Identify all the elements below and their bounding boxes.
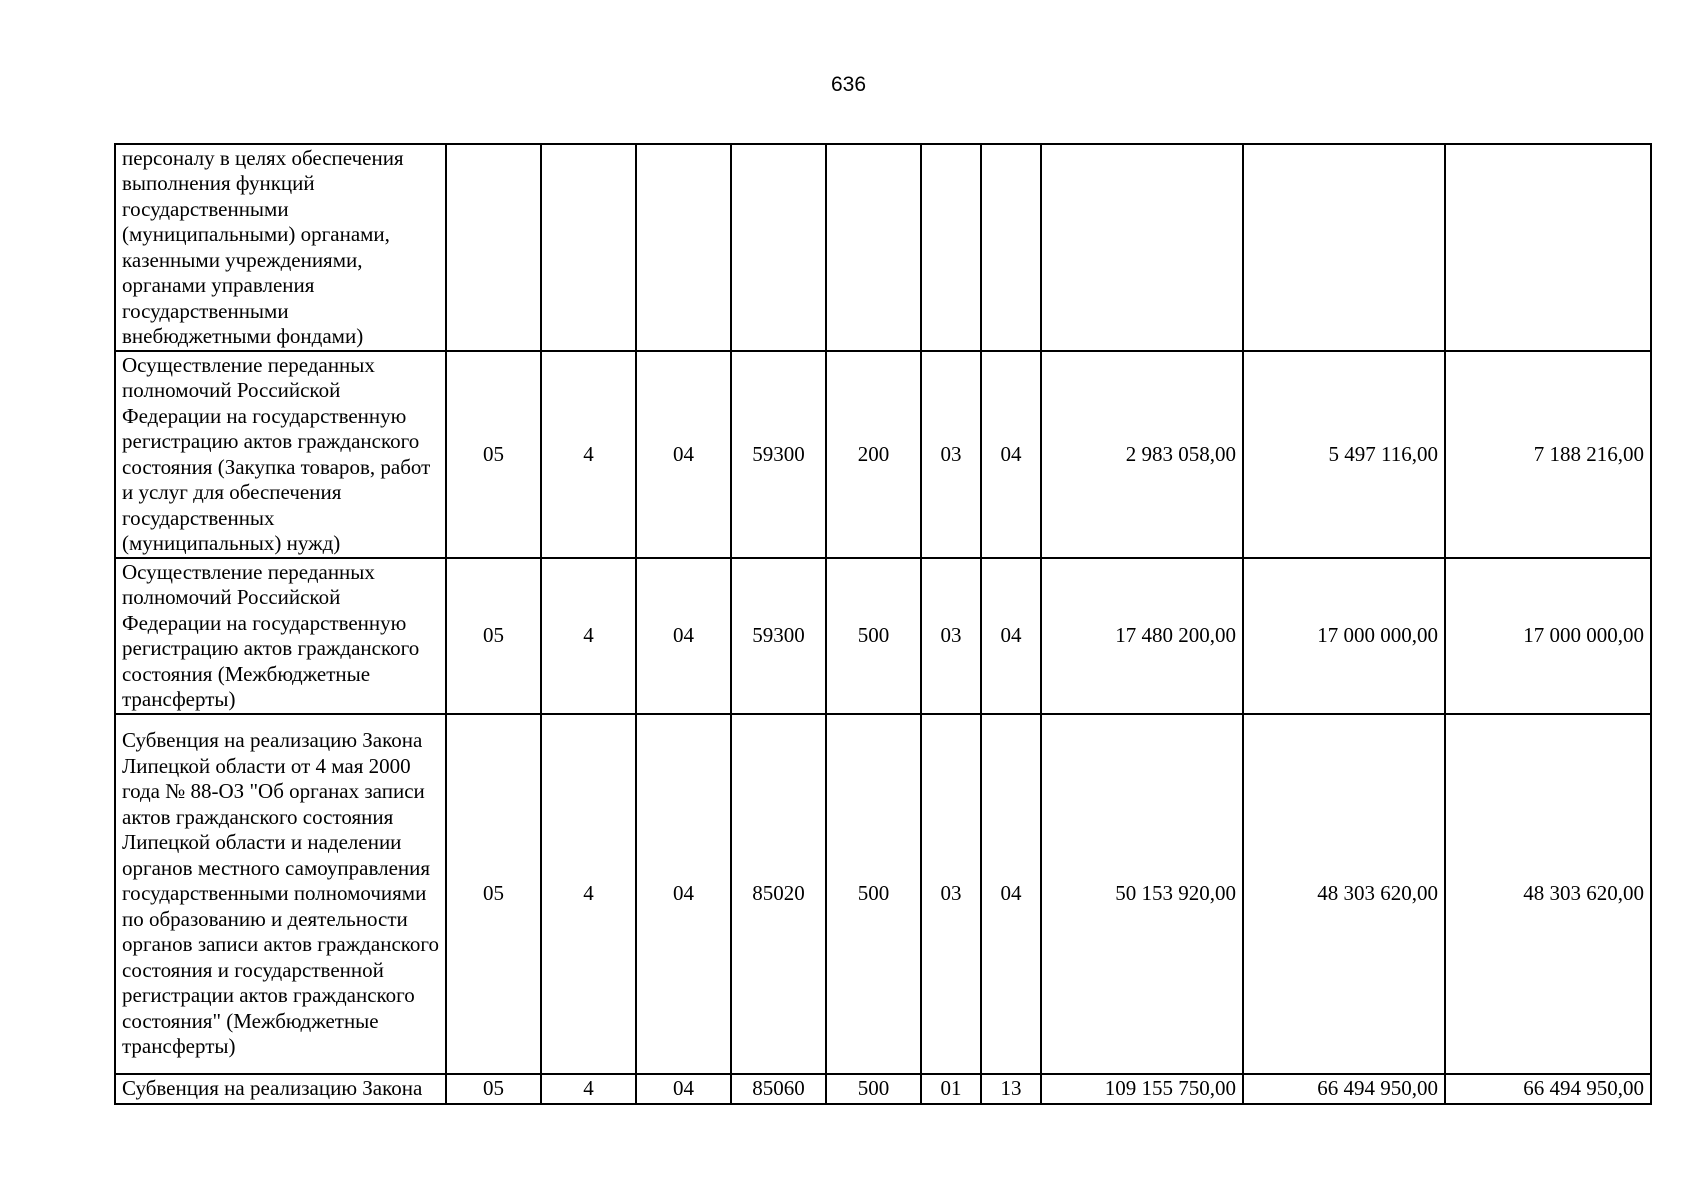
page-number: 636 (830, 73, 867, 96)
budget-table (114, 143, 1652, 1105)
code-cell: 01 (921, 1074, 981, 1104)
code-cell (826, 144, 921, 351)
amount-cell: 5 497 116,00 (1243, 351, 1445, 558)
row-description: Осуществление переданных полномочий Российской Федерации на государственную регистрацию актов гражданского состояния (Закупка товаров, работ и услуг для обеспечения государственных (муниципальных) нужд) (115, 351, 446, 558)
code-cell: 04 (636, 1074, 731, 1104)
code-cell: 500 (826, 1074, 921, 1104)
amount-cell: 17 480 200,00 (1041, 558, 1243, 714)
row-description: персоналу в целях обеспечения выполнения функций государственными (муниципальными) органами, казенными учреждениями, органами управления государственными внебюджетными фондами) (115, 144, 446, 351)
code-cell: 59300 (731, 351, 826, 558)
amount-cell: 66 494 950,00 (1243, 1074, 1445, 1104)
code-cell: 05 (446, 714, 541, 1074)
amount-cell (1445, 144, 1651, 351)
table-row (115, 144, 1651, 351)
row-description: Субвенция на реализацию Закона (115, 1074, 446, 1104)
code-cell: 500 (826, 714, 921, 1074)
code-cell: 85020 (731, 714, 826, 1074)
amount-cell: 48 303 620,00 (1445, 714, 1651, 1074)
code-cell: 04 (636, 714, 731, 1074)
code-cell: 05 (446, 1074, 541, 1104)
code-cell: 03 (921, 558, 981, 714)
code-cell: 59300 (731, 558, 826, 714)
code-cell (541, 144, 636, 351)
code-cell: 04 (636, 351, 731, 558)
code-cell: 05 (446, 558, 541, 714)
code-cell: 4 (541, 558, 636, 714)
code-cell: 13 (981, 1074, 1041, 1104)
code-cell (731, 144, 826, 351)
amount-cell: 17 000 000,00 (1445, 558, 1651, 714)
amount-cell: 109 155 750,00 (1041, 1074, 1243, 1104)
table-row (115, 1074, 1651, 1104)
code-cell: 500 (826, 558, 921, 714)
amount-cell: 7 188 216,00 (1445, 351, 1651, 558)
code-cell: 4 (541, 1074, 636, 1104)
amount-cell (1041, 144, 1243, 351)
table-row (115, 558, 1651, 714)
amount-cell: 50 153 920,00 (1041, 714, 1243, 1074)
code-cell: 04 (981, 714, 1041, 1074)
code-cell (446, 144, 541, 351)
amount-cell (1243, 144, 1445, 351)
amount-cell: 17 000 000,00 (1243, 558, 1445, 714)
code-cell: 4 (541, 351, 636, 558)
amount-cell: 48 303 620,00 (1243, 714, 1445, 1074)
code-cell: 04 (636, 558, 731, 714)
code-cell (921, 144, 981, 351)
row-description: Субвенция на реализацию Закона Липецкой области от 4 мая 2000 года № 88-ОЗ "Об органах записи актов гражданского состояния Липецкой области и наделении органов местного самоуправления государственными полномочиями по образованию и деятельности органов записи актов гражданского состояния и государственной регистрации актов гражданского состояния" (Межбюджетные трансферты) (115, 714, 446, 1074)
code-cell (981, 144, 1041, 351)
code-cell: 03 (921, 714, 981, 1074)
code-cell: 04 (981, 351, 1041, 558)
code-cell: 04 (981, 558, 1041, 714)
table-row (115, 714, 1651, 1074)
amount-cell: 66 494 950,00 (1445, 1074, 1651, 1104)
code-cell: 200 (826, 351, 921, 558)
code-cell (636, 144, 731, 351)
table-row (115, 351, 1651, 558)
code-cell: 85060 (731, 1074, 826, 1104)
code-cell: 4 (541, 714, 636, 1074)
row-description: Осуществление переданных полномочий Российской Федерации на государственную регистрацию актов гражданского состояния (Межбюджетные трансферты) (115, 558, 446, 714)
code-cell: 03 (921, 351, 981, 558)
amount-cell: 2 983 058,00 (1041, 351, 1243, 558)
code-cell: 05 (446, 351, 541, 558)
